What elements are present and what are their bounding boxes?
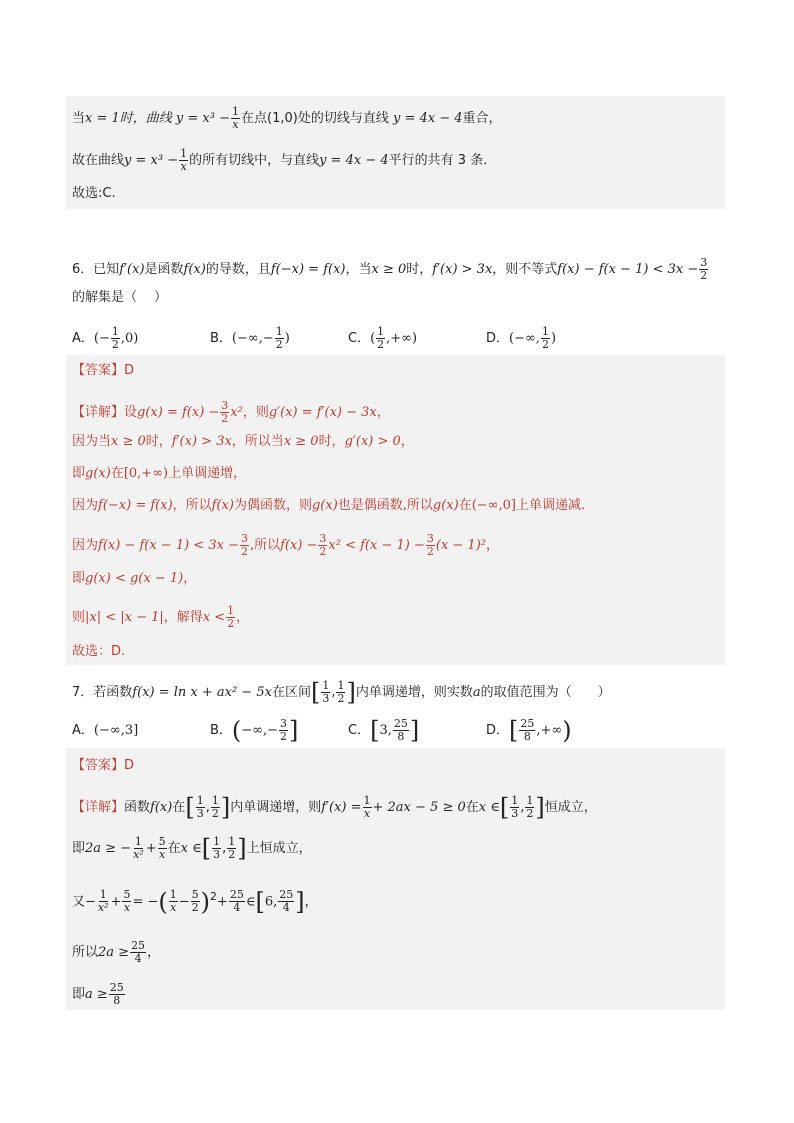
q7-option-a[interactable]: A．(−∞,3] (72, 723, 139, 738)
q7-step-3: 又− $\frac{1}{\text{x²}}$ + $\frac{5}{x}$ = −( $\frac{1}{x}$ − $\frac{5}{2}$ )$^2$+ $\frac{25}{4}$ ∈[6, $\frac{25}{4}$ ]， (72, 887, 318, 916)
q7-answer: 【答案】D (72, 758, 135, 773)
q6-answer: 【答案】D (72, 363, 135, 378)
q7-solution-block (66, 748, 725, 1010)
q6-step-1: 【详解】设g(x) = f(x) − $\frac{3}{2}$ x²，则g′(x) = f′(x) − 3x， (72, 399, 390, 425)
q6-step-5: 因为f(x) − f(x − 1) < 3x − $\frac{3}{2}$ ,所以f(x) − $\frac{3}{2}$ x² < f(x − 1) − $\frac{3}{2}$ (x − 1)²， (72, 532, 500, 558)
q7-step-4: 所以2a ≥ $\frac{25}{4}$ ， (72, 939, 161, 965)
q6-stem-2: 的解集是（ ） (72, 290, 168, 305)
q7-option-c[interactable]: C．[3, $\frac{25}{8}$ ] (348, 716, 420, 745)
q6-option-b[interactable]: B．(−∞,− $\frac{1}{2}$ ) (210, 325, 290, 351)
prev-line-2: 故在曲线y = x³ − $\frac{1}{x}$ 的所有切线中，与直线y = 4x − 4平行的共有 3 条． (72, 147, 497, 173)
q6-option-d[interactable]: D．(−∞, $\frac{1}{2}$ ) (486, 325, 557, 351)
q7-step-1: 【详解】函数f(x)在[ $\frac{1}{3}$ , $\frac{1}{2}$ ]内单调递增，则f′(x) = $\frac{1}{x}$ + 2ax − 5 ≥ 0在x ∈[ $\frac{1}{3}$ , $\frac{1}{2}$ ]恒成立， (72, 793, 597, 822)
prev-line-1: 当x = 1时，曲线 y = x³ − $\frac{1}{x}$ 在点(1,0)处的切线与直线 y = 4x − 4重合， (72, 105, 502, 131)
q6-step-8: 故选：D. (72, 644, 126, 659)
q6-option-a[interactable]: A．(− $\frac{1}{2}$ ,0) (72, 325, 139, 351)
prev-line-3: 故选:C. (72, 186, 116, 201)
q7-stem: 7．若函数f(x) = ln x + ax² − 5x在区间[ $\frac{1}{3}$ , $\frac{1}{2}$ ]内单调递增，则实数a的取值范围为（ ） (72, 678, 611, 707)
q7-option-b[interactable]: B．(−∞,− $\frac{3}{2}$ ] (210, 716, 299, 745)
q6-step-7: 则|x| < |x − 1|，解得x < $\frac{1}{2}$ ， (72, 604, 250, 630)
q7-option-d[interactable]: D．[ $\frac{25}{8}$ ,+∞) (486, 716, 572, 745)
q6-stem: 6．已知f′(x)是函数f(x)的导数，且f(−x) = f(x)，当x ≥ 0时，f′(x) > 3x，则不等式f(x) − f(x − 1) < 3x − $\frac{3}{2}$ (72, 256, 708, 282)
q6-option-c[interactable]: C．( $\frac{1}{2}$ ,+∞) (348, 325, 418, 351)
q7-step-5: 即a ≥ $\frac{25}{8}$ (72, 981, 124, 1007)
q6-step-4: 因为f(−x) = f(x)，所以f(x)为偶函数，则g(x)也是偶函数,所以g(x)在(−∞,0]上单调递减. (72, 498, 586, 513)
q6-step-2: 因为当x ≥ 0时，f′(x) > 3x，所以当x ≥ 0时，g′(x) > 0， (72, 434, 414, 449)
q7-step-2: 即2a ≥ − $\frac{1}{\text{x²}}$ + $\frac{5}{x}$ 在x ∈[ $\frac{1}{3}$ , $\frac{1}{2}$ ]上恒成立， (72, 834, 312, 863)
q6-step-6: 即g(x) < g(x − 1)， (72, 571, 197, 586)
q6-step-3: 即g(x)在[0,+∞)上单调递增， (72, 466, 247, 481)
